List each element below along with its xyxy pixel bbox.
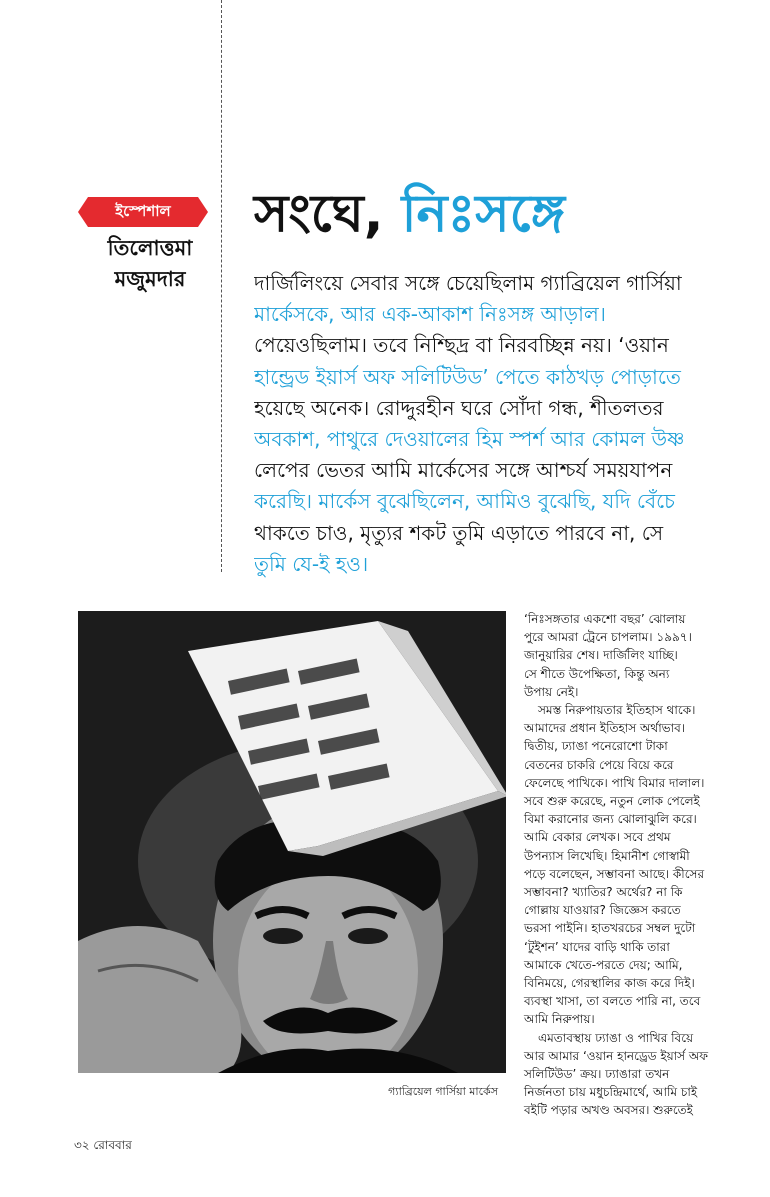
body-line: বইটি পড়ার অখণ্ড অবসর। শুরুতেই xyxy=(524,1103,693,1118)
author-byline xyxy=(100,233,200,295)
lead-line: করেছি। মার্কেস বুঝেছিলেন, আমিও বুঝেছি, যদি বেঁচে xyxy=(254,489,675,514)
body-line: এমতাবস্থায় ঢ্যাঙা ও পাখির বিয়ে xyxy=(538,1030,694,1045)
body-line: নির্জনতা চায় মধুচন্দ্রিমার্থে, আমি চাই xyxy=(524,1085,698,1100)
lead-line: মার্কেসকে, আর এক-আকাশ নিঃসঙ্গ আড়াল। xyxy=(254,302,606,327)
lead-line: দার্জিলিংয়ে সেবার সঙ্গে চেয়েছিলাম গ্যাব্রিয়েল গার্সিয়া xyxy=(254,271,682,295)
body-line: দ্বিতীয়, ঢ্যাঙা পনেরোশো টাকা xyxy=(524,739,668,754)
dashed-divider xyxy=(221,0,222,572)
body-line: বিমা করানোর জন্য ঝোলাঝুলি করে। xyxy=(524,812,697,827)
marquez-portrait-illustration xyxy=(78,611,506,1073)
lead-line: পেয়েওছিলাম। তবে নিশ্ছিদ্র বা নিরবচ্ছিন্ন নয়। ‘ওয়ান xyxy=(254,333,669,358)
body-line: ফেলেছে পাখিকে। পাখি বিমার দালাল। xyxy=(524,775,705,790)
body-line: আমি বেকার লেখক। সবে প্রথম xyxy=(524,830,671,845)
author-last-name: মজুমদার xyxy=(114,267,186,291)
lead-paragraph xyxy=(254,268,724,580)
body-line: সমস্ত নিরুপায়তার ইতিহাস থাকে। xyxy=(538,703,696,718)
lead-line: হান্ড্রেড ইয়ার্স অফ সলিটিউড’ পেতে কাঠখড় পোড়াতে xyxy=(254,364,681,389)
section-badge: ইস্পেশাল xyxy=(88,197,198,227)
body-line: আমাদের প্রধান ইতিহাস অর্থাভাব। xyxy=(524,721,686,736)
body-line: সলিটিউড’ ক্রয়। ঢ্যাঙারা তখন xyxy=(524,1067,670,1082)
body-line: পুরে আমরা ট্রেনে চাপলাম। ১৯৯৭। xyxy=(524,630,692,645)
headline xyxy=(254,176,565,252)
lead-line: তুমি যে-ই হও। xyxy=(254,551,369,576)
headline-part-1: সংঘে, xyxy=(254,184,384,244)
photo-caption: গ্যাব্রিয়েল গার্সিয়া মার্কেস xyxy=(388,1085,498,1098)
lead-line: লেপের ভেতর আমি মার্কেসের সঙ্গে আশ্চর্য সময়যাপন xyxy=(254,458,673,483)
body-line: আমি নিরুপায়। xyxy=(524,1012,595,1027)
body-line: পড়ে বলেছেন, সম্ভাবনা আছে। কীসের xyxy=(524,866,705,881)
body-line: ব্যবস্থা খাসা, তা বলতে পারি না, তবে xyxy=(524,994,701,1009)
body-line: ‘নিঃসঙ্গতার একশো বছর’ ঝোলায় xyxy=(524,612,686,626)
body-line: সম্ভাবনা? খ্যাতির? অর্থের? না কি xyxy=(524,885,683,900)
body-line: আর আমার ‘ওয়ান হানড্রেড ইয়ার্স অফ xyxy=(524,1048,709,1063)
body-line: বেতনের চাকরি পেয়ে বিয়ে করে xyxy=(524,757,674,772)
page-folio: ৩২ রোববার xyxy=(74,1138,132,1152)
body-line: সে শীতে উপেক্ষিতা, কিন্তু অন্য xyxy=(524,666,670,681)
lead-line: অবকাশ, পাথুরে দেওয়ালের হিম স্পর্শ আর কোমল উষ্ণ xyxy=(254,427,685,452)
body-line: সবে শুরু করেছে, নতুন লোক পেলেই xyxy=(524,794,700,809)
body-line: জানুয়ারির শেষ। দার্জিলিং যাচ্ছি। xyxy=(524,648,678,663)
body-line: ‘টুইশন’ যাদের বাড়ি থাকি তারা xyxy=(524,939,670,954)
lead-line: হয়েছে অনেক। রোদ্দুরহীন ঘরে সোঁদা গন্ধ, শীতলতর xyxy=(254,395,664,420)
body-line: গোল্লায় যাওয়ার? জিজ্ঞেস করতে xyxy=(524,903,681,918)
author-photo xyxy=(78,611,506,1073)
body-line: ভরসা পাইনি। হাতখরচের সম্বল দুটো xyxy=(524,921,696,936)
body-line: উপন্যাস লিখেছি। হিমানীশ গোস্বামী xyxy=(524,848,690,863)
body-line: উপায় নেই। xyxy=(524,684,579,699)
body-column xyxy=(524,610,724,1120)
lead-line: থাকতে চাও, মৃত্যুর শকট তুমি এড়াতে পারবে না, সে xyxy=(254,520,664,545)
author-first-name: তিলোত্তমা xyxy=(107,236,193,260)
body-line: বিনিময়ে, গেরস্থালির কাজ করে দিই। xyxy=(524,976,695,991)
headline-part-2: নিঃসঙ্গে xyxy=(401,184,565,244)
body-line: আমাকে খেতে-পরতে দেয়; আমি, xyxy=(524,957,683,972)
